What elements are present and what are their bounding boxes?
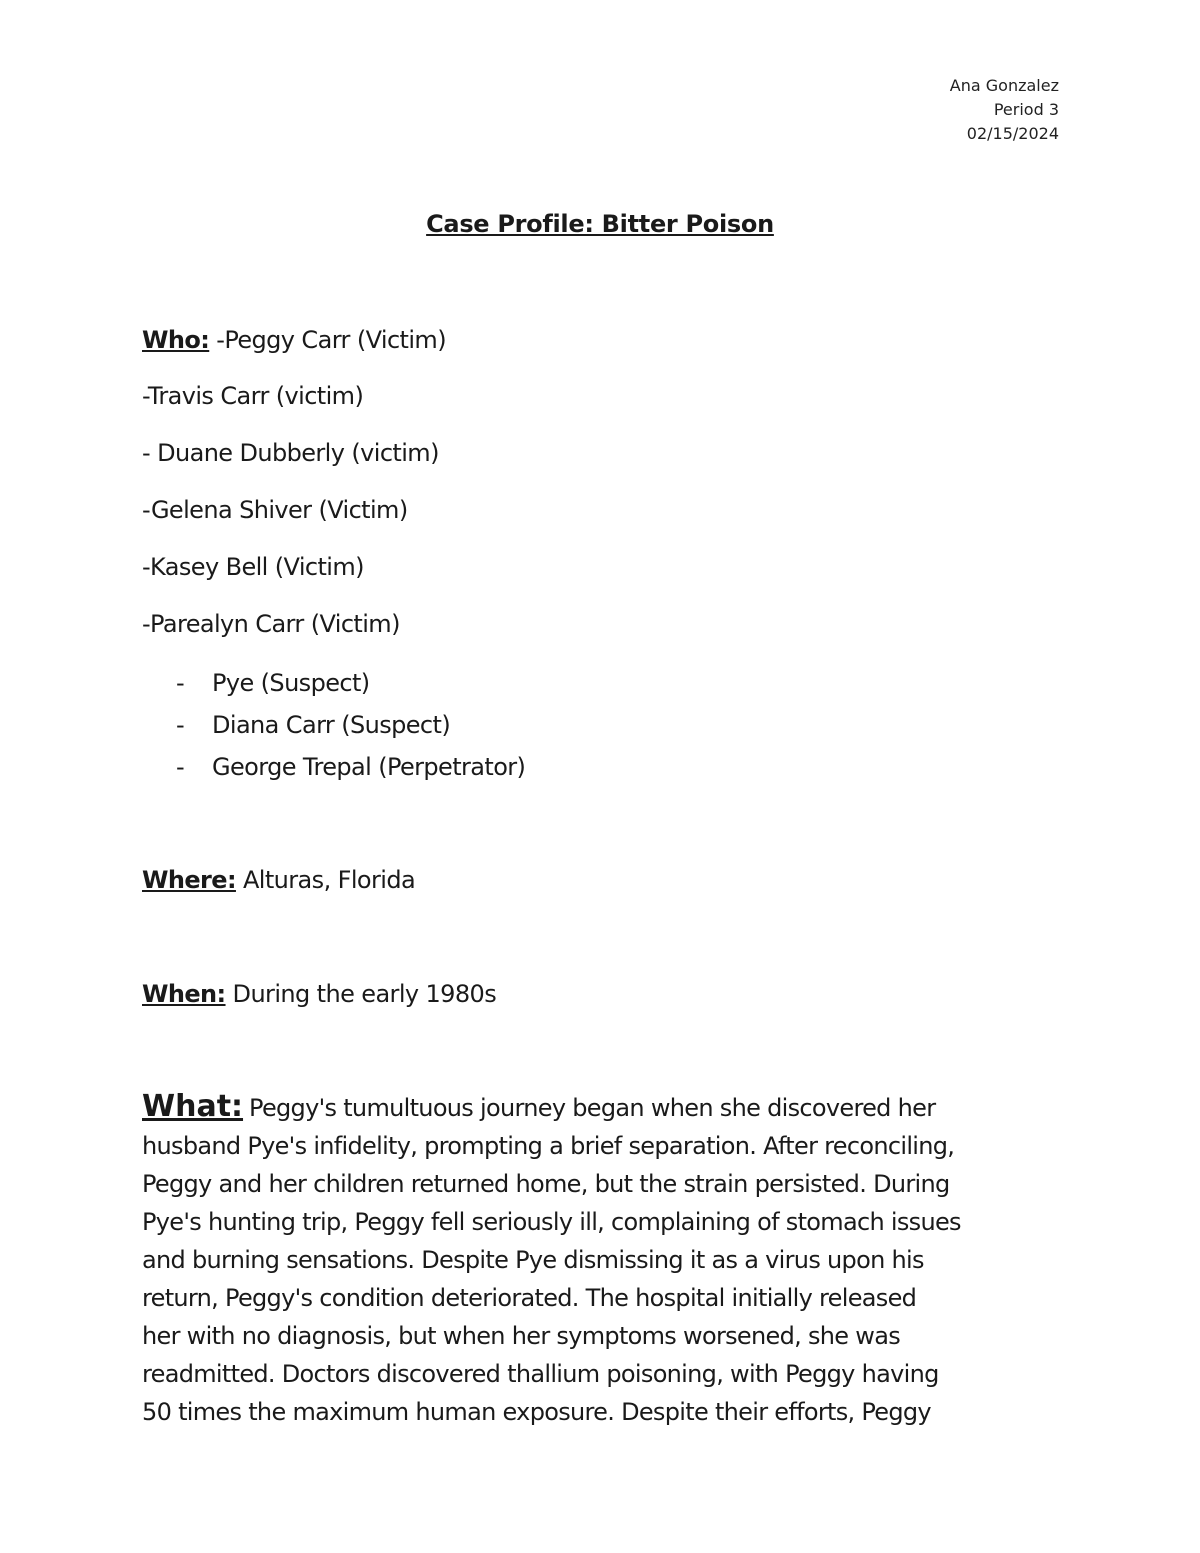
what-line: readmitted. Doctors discovered thallium poisoning, with Peggy having	[142, 1360, 939, 1388]
document-date: 02/15/2024	[966, 124, 1059, 143]
list-item	[176, 667, 525, 709]
author-name: Ana Gonzalez	[949, 76, 1059, 95]
what-line: Pye's hunting trip, Peggy fell seriously ill, complaining of stomach issues	[142, 1208, 961, 1236]
who-entry: -Travis Carr (victim)	[142, 382, 364, 410]
suspect-list	[176, 667, 525, 793]
bullet-marker: -	[176, 711, 185, 739]
when-line	[142, 980, 496, 1008]
what-line: Peggy and her children returned home, but the strain persisted. During	[142, 1170, 950, 1198]
who-entry: - Duane Dubberly (victim)	[142, 439, 439, 467]
who-entry: -Parealyn Carr (Victim)	[142, 610, 400, 638]
list-item	[176, 751, 525, 793]
list-item	[176, 709, 525, 751]
list-item-text: George Trepal (Perpetrator)	[212, 753, 526, 781]
what-line: 50 times the maximum human exposure. Despite their efforts, Peggy	[142, 1398, 931, 1426]
where-label: Where:	[142, 866, 236, 894]
document-header	[950, 74, 1059, 146]
list-item-text: Diana Carr (Suspect)	[212, 711, 451, 739]
when-value: During the early 1980s	[225, 980, 497, 1008]
where-value: Alturas, Florida	[235, 866, 416, 894]
what-line: and burning sensations. Despite Pye dismissing it as a virus upon his	[142, 1246, 924, 1274]
what-line: husband Pye's infidelity, prompting a brief separation. After reconciling,	[142, 1132, 955, 1160]
what-line	[142, 1088, 1062, 1127]
who-entry: -Kasey Bell (Victim)	[142, 553, 364, 581]
bullet-marker: -	[176, 753, 185, 781]
what-section	[142, 1088, 1062, 1431]
what-line: return, Peggy's condition deteriorated. The hospital initially released	[142, 1284, 917, 1312]
who-label: Who:	[142, 326, 210, 354]
what-label: What:	[142, 1089, 244, 1124]
when-label: When:	[142, 980, 226, 1008]
bullet-marker: -	[176, 669, 185, 697]
class-period: Period 3	[993, 100, 1059, 119]
where-line	[142, 866, 415, 894]
who-entry-first: -Peggy Carr (Victim)	[209, 326, 446, 354]
document-title: Case Profile: Bitter Poison	[426, 210, 774, 238]
list-item-text: Pye (Suspect)	[212, 669, 370, 697]
what-line: her with no diagnosis, but when her symptoms worsened, she was	[142, 1322, 901, 1350]
who-line	[142, 326, 446, 354]
who-entry: -Gelena Shiver (Victim)	[142, 496, 408, 524]
what-text: Peggy's tumultuous journey began when she discovered her	[249, 1094, 936, 1122]
